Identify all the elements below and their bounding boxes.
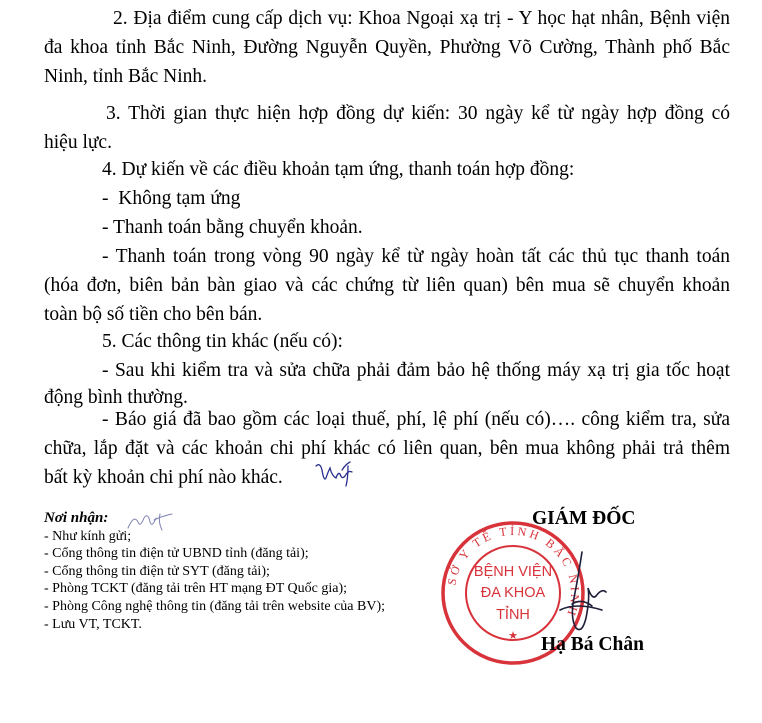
recipient-item: - Như kính gửi; [44,528,132,544]
paragraph-line: - Báo giá đã bao gồm các loại thuế, phí, lệ phí (nếu có)…. công kiểm tra, sửa [102,409,730,430]
paragraph-line: hiệu lực. [44,132,112,153]
recipients-initial-icon [126,510,174,532]
paragraph-line: chữa, lắp đặt và các khoản chi phí khác có liên quan, bên mua không phải trả thêm [44,438,730,459]
paragraph-line: - Không tạm ứng [102,188,241,209]
stamp-line: ĐA KHOA [480,585,546,601]
paragraph-line: đa khoa tỉnh Bắc Ninh, Đường Nguyễn Quyền, Phường Võ Cường, Thành phố Bắc [44,37,730,58]
paragraph-line: - Thanh toán trong vòng 90 ngày kể từ ngày hoàn tất các thủ tục thanh toán [102,246,730,267]
recipients-title: Nơi nhận: [44,510,109,526]
paragraph-line: động bình thường. [44,387,188,408]
stamp-ring-text: SỞ Y TẾ TỈNH BẮC NINH [444,523,583,620]
stamp-line: BỆNH VIỆN [473,564,553,580]
recipient-item: - Cổng thông tin điện tử SYT (đăng tải); [44,563,270,579]
recipients-block [44,510,385,633]
paragraph-line: 3. Thời gian thực hiện hợp đồng dự kiến: 30 ngày kể từ ngày hợp đồng có [106,103,730,124]
paragraph-line: - Sau khi kiểm tra và sửa chữa phải đảm bảo hệ thống máy xạ trị gia tốc hoạt [102,360,730,381]
paragraph-line: toàn bộ số tiền cho bên bán. [44,304,263,325]
svg-text:★: ★ [508,630,518,642]
paragraph-line: 4. Dự kiến về các điều khoản tạm ứng, thanh toán hợp đồng: [102,159,575,180]
paragraph-line: (hóa đơn, biên bản bàn giao và các chứng từ liên quan) bên mua sẽ chuyển khoản [44,275,730,296]
recipient-item: - Cổng thông tin điện tử UBND tỉnh (đăng tải); [44,546,309,562]
paragraph-line: bất kỳ khoản chi phí nào khác. [44,467,283,488]
paragraph-line: - Thanh toán bằng chuyển khoản. [102,217,363,238]
paragraph-line: 2. Địa điểm cung cấp dịch vụ: Khoa Ngoại xạ trị - Y học hạt nhân, Bệnh viện [113,8,730,29]
recipient-item: - Phòng TCKT (đăng tải trên HT mạng ĐT Quốc gia); [44,581,348,597]
signer-name: Hạ Bá Chân [541,634,644,655]
recipient-item: - Phòng Công nghệ thông tin (đăng tải trên website của BV); [44,598,385,614]
recipient-item: - Lưu VT, TCKT. [44,616,142,632]
director-signature-icon [552,548,610,638]
signer-role: GIÁM ĐỐC [532,508,636,529]
paragraph-line: 5. Các thông tin khác (nếu có): [102,331,343,352]
paragraph-line: Ninh, tỉnh Bắc Ninh. [44,66,208,87]
stamp-line: TỈNH [496,607,530,623]
initial-signature-icon [312,458,358,488]
